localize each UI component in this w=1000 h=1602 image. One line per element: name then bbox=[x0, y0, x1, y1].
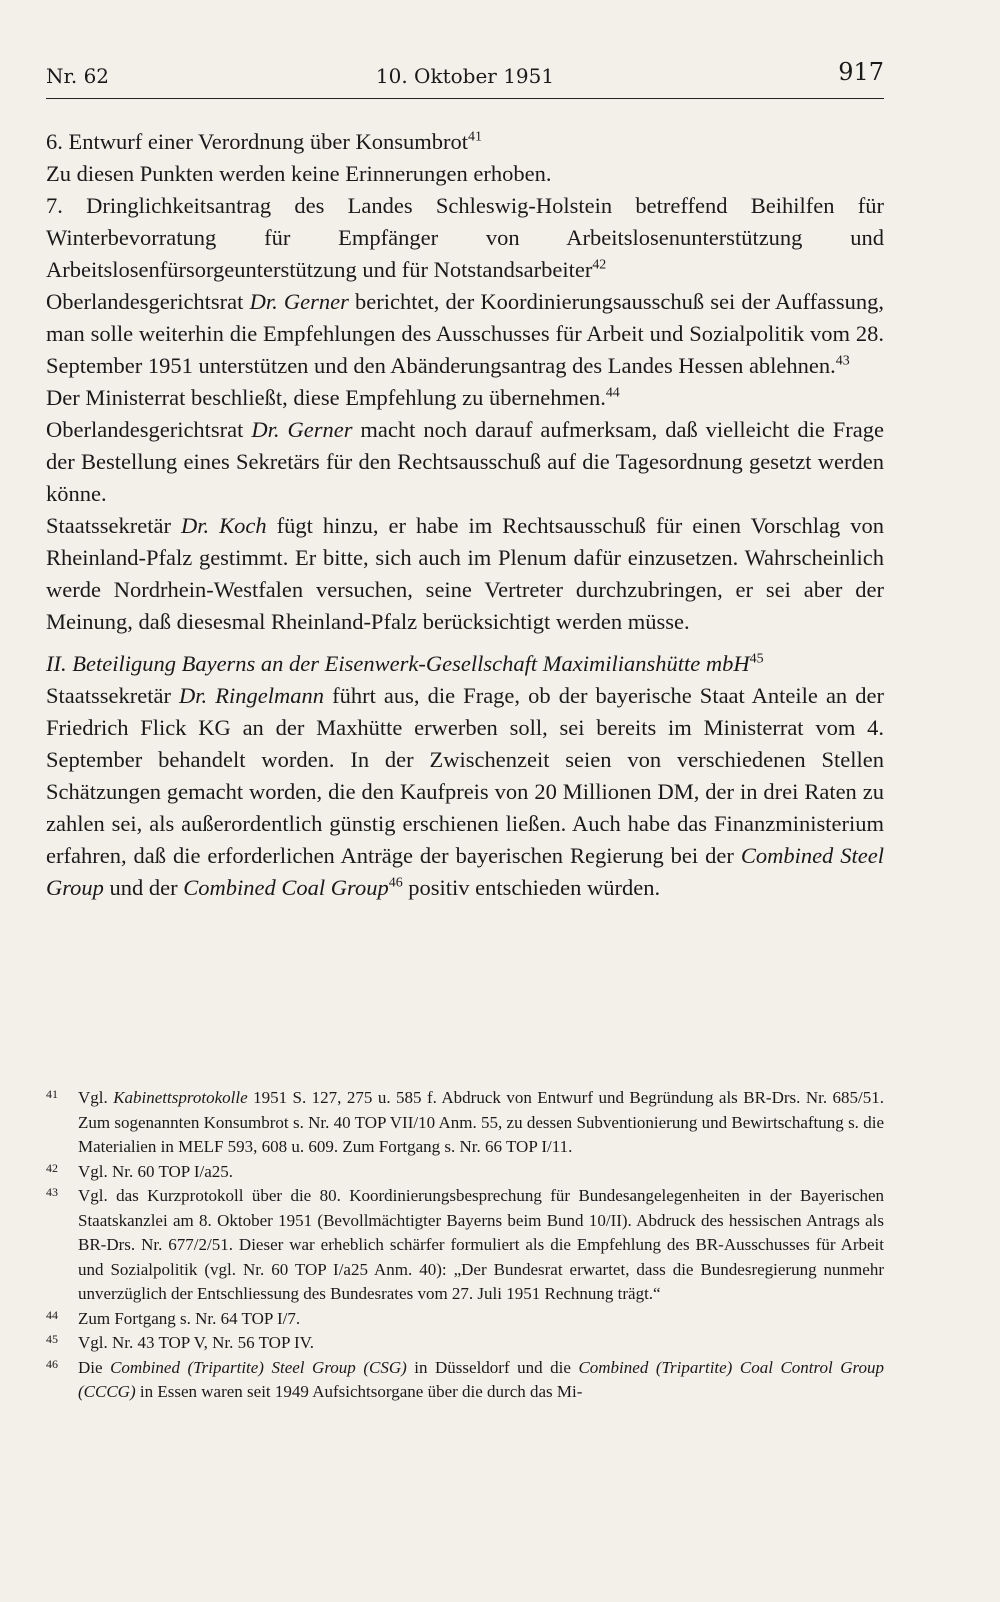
organization-name: Combined Steel Group bbox=[46, 843, 884, 900]
running-header bbox=[46, 58, 884, 98]
document-number: Nr. 62 bbox=[46, 64, 110, 88]
footnotes bbox=[46, 1086, 884, 1405]
document-date: 10. Oktober 1951 bbox=[375, 64, 555, 88]
footnote-ref: 41 bbox=[468, 129, 482, 145]
footnote-number: 41 bbox=[46, 1087, 58, 1101]
footnote-number: 42 bbox=[46, 1160, 58, 1175]
paragraph: Oberlandesgerichtsrat Dr. Gerner macht noch darauf aufmerksam, daß vielleicht die Frage der Bestellung eines Sekretärs für den Rechtsausschuß auf die Tagesordnung gesetzt werden könne. bbox=[46, 417, 884, 506]
footnote: 44 Zum Fortgang s. Nr. 64 TOP I/7. bbox=[46, 1307, 884, 1332]
header-rule bbox=[46, 98, 884, 99]
footnote-ref: 45 bbox=[749, 651, 764, 667]
paragraph: Zu diesen Punkten werden keine Erinnerungen erhoben. bbox=[46, 161, 552, 186]
footnote-ref: 43 bbox=[835, 353, 850, 369]
paragraph: Staatssekretär Dr. Ringelmann führt aus, die Frage, ob der bayerische Staat Anteile an der Friedrich Flick KG an der Maxhütte erwerben soll, sei bereits im Ministerrat vom 4. September behandelt worden. In der Zwischenzeit seien von verschiedenen Stellen Schätzungen gemacht worden, die den Kaufpreis von 20 Millionen DM, der in drei Raten zu zahlen sei, als außerordentlich günstig erschienen ließen. Auch habe das Finanzministerium erfahren, daß die erforderlichen Anträge der bayerischen Regierung bei der Combined Steel Group und der Combined Coal Group$^{46}$ positiv entschieden würden. bbox=[46, 683, 884, 900]
main-text bbox=[46, 126, 884, 904]
agenda-item-7: 7. Dringlichkeitsantrag des Landes Schleswig-Holstein betreffend Beihilfen für Winterbevorratung für Empfänger von Arbeitslosenunterstützung und Arbeitslosenfürsorgeunterstützung und für Notstandsarbeiter$^{42}$ bbox=[46, 193, 884, 282]
paragraph: Der Ministerrat beschließt, diese Empfehlung zu übernehmen.$^{44}$ bbox=[46, 385, 620, 410]
organization-name: Combined Coal Group bbox=[183, 875, 389, 900]
paragraph: Staatssekretär Dr. Koch fügt hinzu, er habe im Rechtsausschuß für einen Vorschlag von Rheinland-Pfalz gestimmt. Er bitte, sich auch im Plenum dafür einzusetzen. Wahrscheinlich werde Nordrhein-Westfalen versuchen, seine Vertreter durchzubringen, er sei aber der Meinung, daß diesesmal Rheinland-Pfalz berücksichtigt werden müsse. bbox=[46, 513, 884, 634]
paragraph: Oberlandesgerichtsrat Dr. Gerner berichtet, der Koordinierungsausschuß sei der Auffassung, man solle weiterhin die Empfehlungen des Ausschusses für Arbeit und Sozialpolitik vom 28. September 1951 unterstützen und den Abänderungsantrag des Landes Hessen ablehnen.$^{43}$ bbox=[46, 289, 884, 378]
page-number: 917 bbox=[838, 58, 884, 86]
footnote-ref: 44 bbox=[605, 385, 620, 401]
footnote: 41 Vgl. Kabinettsprotokolle 1951 S. 127, 275 u. 585 f. Abdruck von Entwurf und Begründung als BR-Drs. Nr. 685/51. Zum sogenannten Konsumbrot s. Nr. 40 TOP VII/10 Anm. 55, zu dessen Subventionierung und Bewirtschaftung s. die Materialien in MELF 593, 608 u. 609. Zum Fortgang s. Nr. 66 TOP I/11. bbox=[46, 1086, 884, 1160]
footnote-number: 43 bbox=[46, 1185, 58, 1199]
footnote: 43 Vgl. das Kurzprotokoll über die 80. Koordinierungsbesprechung für Bundesangelegenheiten in der Bayerischen Staatskanzlei am 8. Oktober 1951 (Bevollmächtigter Bayerns beim Bund 10/II). Abdruck des hessischen Antrags als BR-Drs. Nr. 677/2/51. Dieser war erheblich schärfer formuliert als die Empfehlung des BR-Ausschusses für Arbeit und Sozialpolitik (vgl. Nr. 60 TOP I/a25 Anm. 40): „Der Bundesrat erwartet, dass die Bundesregierung nunmehr unverzüglich der Entschliessung des Bundesrates vom 27. Juli 1951 Rechnung trägt.“ bbox=[46, 1184, 884, 1307]
footnote-ref: 46 bbox=[388, 875, 403, 891]
person-name: Dr. Gerner bbox=[251, 417, 353, 442]
footnote-ref: 42 bbox=[592, 257, 607, 273]
agenda-item-6: 6. Entwurf einer Verordnung über Konsumbrot$^{41}$ bbox=[46, 129, 482, 154]
person-name: Dr. Gerner bbox=[249, 289, 349, 314]
person-name: Dr. Ringelmann bbox=[179, 683, 324, 708]
footnote: 42 Vgl. Nr. 60 TOP I/a25. bbox=[46, 1160, 884, 1185]
section-heading: II. Beteiligung Bayerns an der Eisenwerk-Gesellschaft Maximilianshütte mbH$^{45}$ bbox=[46, 651, 764, 676]
footnote: 46 Die Combined (Tripartite) Steel Group (CSG) in Düsseldorf und die Combined (Tripartite) Coal Control Group (CCCG) in Essen waren seit 1949 Aufsichtsorgane über die durch das Mi- bbox=[46, 1356, 884, 1405]
person-name: Dr. Koch bbox=[180, 513, 267, 538]
footnote: 45 Vgl. Nr. 43 TOP V, Nr. 56 TOP IV. bbox=[46, 1331, 884, 1356]
footnote-number: 45 bbox=[46, 1332, 58, 1346]
footnote-number: 44 bbox=[46, 1307, 58, 1322]
footnote-number: 46 bbox=[46, 1356, 58, 1371]
